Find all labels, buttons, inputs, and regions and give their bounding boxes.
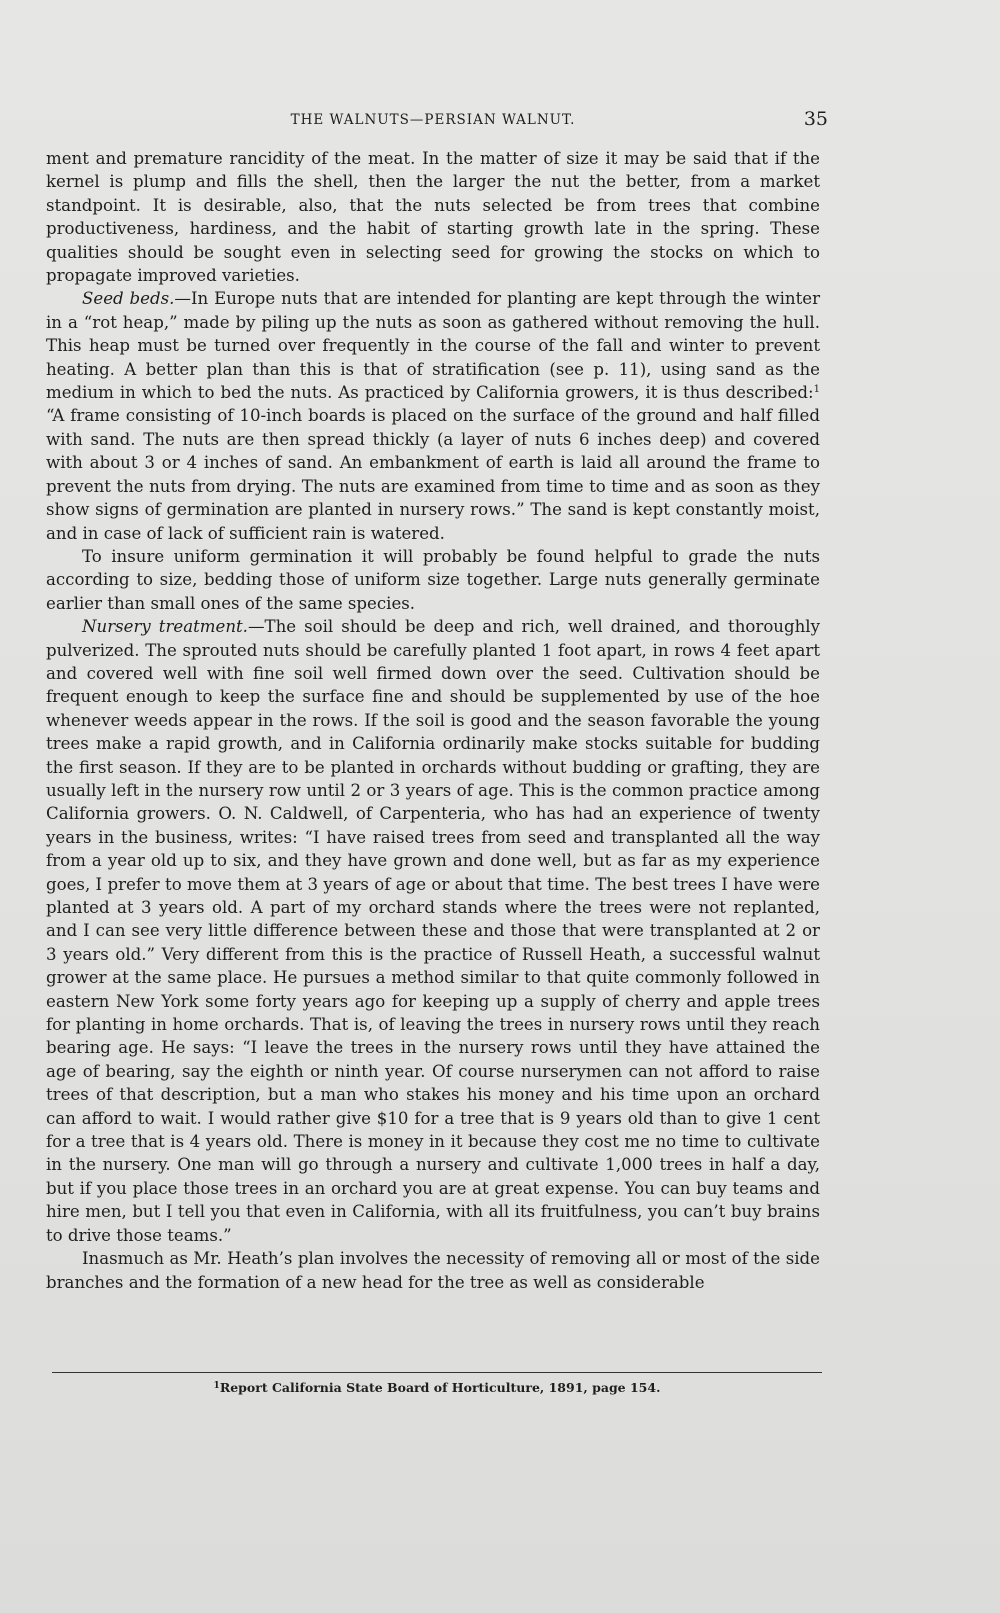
runin-heading-nursery-treatment: Nursery treatment. [82, 617, 248, 637]
footnote-mark: 1 [213, 1381, 220, 1391]
running-head [46, 108, 828, 134]
footnote-reference: 1 [813, 384, 820, 396]
running-title: THE WALNUTS—PERSIAN WALNUT. [290, 112, 576, 128]
paragraph-heath-plan: Inasmuch as Mr. Heath’s plan involves the necessity of removing all or most of the side branches and the formation of a new head for the tree as well as considerable [46, 1249, 820, 1292]
paragraph-seed-beds-text-b: “A frame consisting of 10-inch boards is placed on the surface of the ground and half filled with sand. The nuts are then spread thickly (a layer of nuts 6 inches deep) and covered with about 3 or 4 inches of sand. An embankment of earth is laid all around the frame to prevent the nuts from drying. The nuts are examined from time to time and as soon as they show signs of germination are planted in nursery rows.” The sand is kept constantly moist, and in case of lack of sufficient rain is watered. [46, 406, 820, 543]
paragraph-nursery-treatment-text: —The soil should be deep and rich, well drained, and thoroughly pulverized. The sprouted nuts should be carefully planted 1 foot apart, in rows 4 feet apart and covered well with fine soil well firmed down over the seed. Cultivation should be frequent enough to keep the surface fine and should be supplemented by use of the hoe whenever weeds appear in the rows. If the soil is good and the season favorable the young trees make a rapid growth, and in California ordinarily make stocks suitable for budding the first season. If they are to be planted in orchards without budding or grafting, they are usually left in the nursery row until 2 or 3 years of age. This is the common practice among California growers. O. N. Caldwell, of Carpenteria, who has had an experience of twenty years in the business, writes: “I have raised trees from seed and transplanted all the way from a year old up to six, and they have grown and done well, but as far as my experience goes, I prefer to move them at 3 years of age or about that time. The best trees I have were planted at 3 years old. A part of my orchard stands where the trees were not replanted, and I can see very little difference between these and those that were transplanted at 2 or 3 years old.” Very different from this is the practice of Russell Heath, a successful walnut grower at the same place. He pursues a method similar to that quite commonly followed in eastern New York some forty years ago for keeping up a supply of cherry and apple trees for planting in home orchards. That is, of leaving the trees in nursery rows until they reach bearing age. He says: “I leave the trees in the nursery rows until they have attained the age of bearing, say the eighth or ninth year. Of course nurserymen can not afford to raise trees of that description, but a man who stakes his money and his time upon an orchard can afford to wait. I would rather give $10 for a tree that is 9 years old than to give 1 cent for a tree that is 4 years old. There is money in it because they cost me no time to cultivate in the nursery. One man will go through a nursery and cultivate 1,000 trees in half a day, but if you place those trees in an orchard you are at great expense. You can buy teams and hire men, but I tell you that even in California, with all its fruitfulness, you can’t buy brains to drive those teams.” [46, 617, 820, 1245]
footnote-text: Report California State Board of Horticulture, 1891, page 154. [219, 1380, 661, 1395]
paragraph-seed-beds [46, 287, 820, 544]
page-number: 35 [803, 108, 828, 130]
footnote-rule [52, 1372, 822, 1373]
paragraph-nursery-treatment [46, 615, 820, 1247]
footnote [52, 1380, 822, 1395]
runin-heading-seed-beds: Seed beds. [82, 289, 175, 309]
paragraph-germination: To insure uniform germination it will probably be found helpful to grade the nuts according to size, bedding those of uniform size together. Large nuts generally germinate earlier than small ones of the same species. [46, 546, 820, 613]
body-text [46, 147, 820, 1294]
paragraph-continuation: ment and premature rancidity of the meat. In the matter of size it may be said that if the kernel is plump and fills the shell, then the larger the nut the better, from a market standpoint. It is desirable, also, that the nuts selected be from trees that combine productiveness, hardiness, and the habit of starting growth late in the spring. These qualities should be sought even in selecting seed for growing the stocks on which to propagate improved varieties. [46, 149, 820, 286]
paragraph-seed-beds-text-a: —In Europe nuts that are intended for planting are kept through the winter in a “rot heap,” made by piling up the nuts as soon as gathered without removing the hull. This heap must be turned over frequently in the course of the fall and winter to prevent heating. A better plan than this is that of stratification (see p. 11), using sand as the medium in which to bed the nuts. As practiced by California growers, it is thus described: [46, 289, 821, 403]
